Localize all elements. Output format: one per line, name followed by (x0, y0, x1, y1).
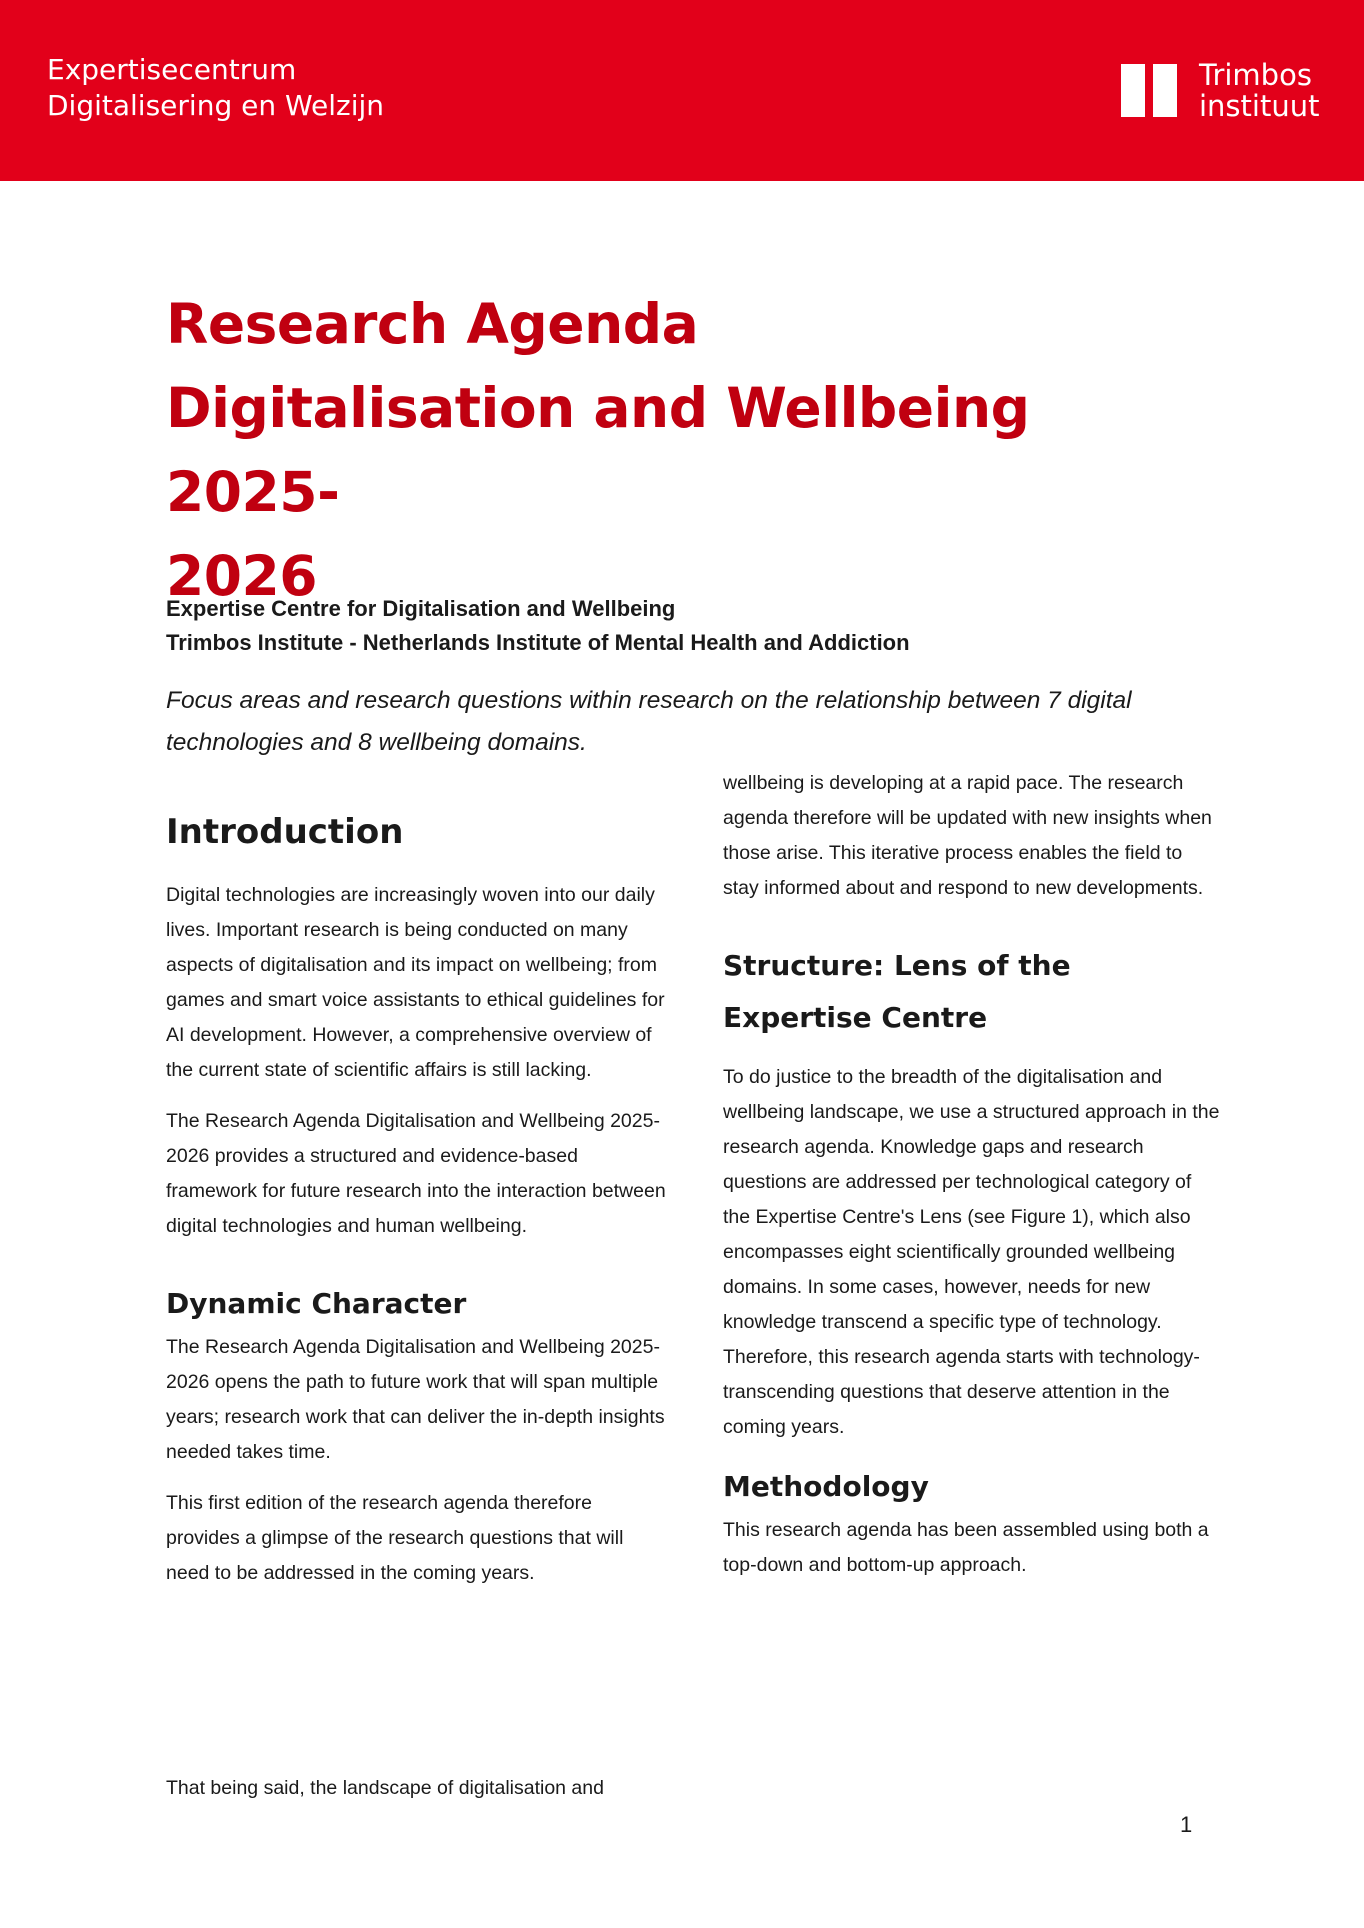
centre-name-line1: Expertisecentrum (47, 53, 297, 86)
tagline: Focus areas and research questions within research on the relationship between 7 digital technologies and 8 wellbeing domains. (166, 687, 1132, 756)
title-line3: 2026 (166, 544, 318, 608)
dynamic-character-paragraph-1: The Research Agenda Digitalisation and Wellbeing 2025-2026 opens the path to future work that will span multiple years; research work that can deliver the in-depth insights needed takes time. (166, 1336, 665, 1463)
dynamic-character-paragraph-3: That being said, the landscape of digitalisation and (166, 1777, 604, 1799)
logo-bar-icon (1121, 64, 1145, 117)
introduction-heading: Introduction (166, 812, 404, 852)
dynamic-character-heading: Dynamic Character (166, 1287, 467, 1320)
introduction-paragraph-1: Digital technologies are increasingly woven into our daily lives. Important research is being conducted on many aspects of digitalisation and its impact on wellbeing; from games and smart voice assistants to ethical guidelines for AI development. However, a comprehensive overview of the current state of scientific affairs is still lacking. (166, 884, 665, 1081)
organization-line2: Trimbos Institute - Netherlands Institute of Mental Health and Addiction (166, 630, 910, 655)
organization-line1: Expertise Centre for Digitalisation and Wellbeing (166, 596, 676, 621)
dynamic-character-continued-paragraph: wellbeing is developing at a rapid pace. The research agenda therefore will be updated with new insights when those arise. This iterative process enables the field to stay informed about and respond to new developments. (723, 772, 1212, 899)
document-title (166, 282, 1216, 618)
trimbos-logo (1121, 58, 1331, 123)
structure-heading: Structure: Lens of the Expertise Centre (723, 949, 1071, 1034)
centre-name-line2: Digitalisering en Welzijn (47, 89, 385, 122)
methodology-heading: Methodology (723, 1470, 929, 1503)
title-line2: Digitalisation and Wellbeing 2025- (166, 376, 1030, 524)
organization-block (166, 592, 910, 660)
methodology-paragraph: This research agenda has been assembled using both a top-down and bottom-up approach. (723, 1519, 1209, 1576)
logo-word-trimbos: Trimbos (1199, 58, 1312, 92)
page-number: 1 (1180, 1812, 1193, 1837)
header-banner (0, 0, 1364, 181)
structure-paragraph: To do justice to the breadth of the digitalisation and wellbeing landscape, we use a structured approach in the research agenda. Knowledge gaps and research questions are addressed per technological category of the Expertise Centre's Lens (see Figure 1), which also encompasses eight scientifically grounded wellbeing domains. In some cases, however, needs for new knowledge transcend a specific type of technology. Therefore, this research agenda starts with technology-transcending questions that deserve attention in the coming years. (723, 1066, 1220, 1438)
introduction-paragraph-2: The Research Agenda Digitalisation and Wellbeing 2025-2026 provides a structured and evidence-based framework for future research into the interaction between digital technologies and human wellbeing. (166, 1110, 666, 1237)
dynamic-character-paragraph-2: This first edition of the research agenda therefore provides a glimpse of the research questions that will need to be addressed in the coming years. (166, 1492, 624, 1584)
right-column (723, 766, 1223, 1583)
left-column (166, 810, 666, 1591)
title-line1: Research Agenda (166, 292, 699, 356)
logo-word-instituut: instituut (1199, 89, 1320, 123)
expertise-centre-name (47, 52, 384, 124)
logo-bar-icon (1153, 64, 1177, 117)
